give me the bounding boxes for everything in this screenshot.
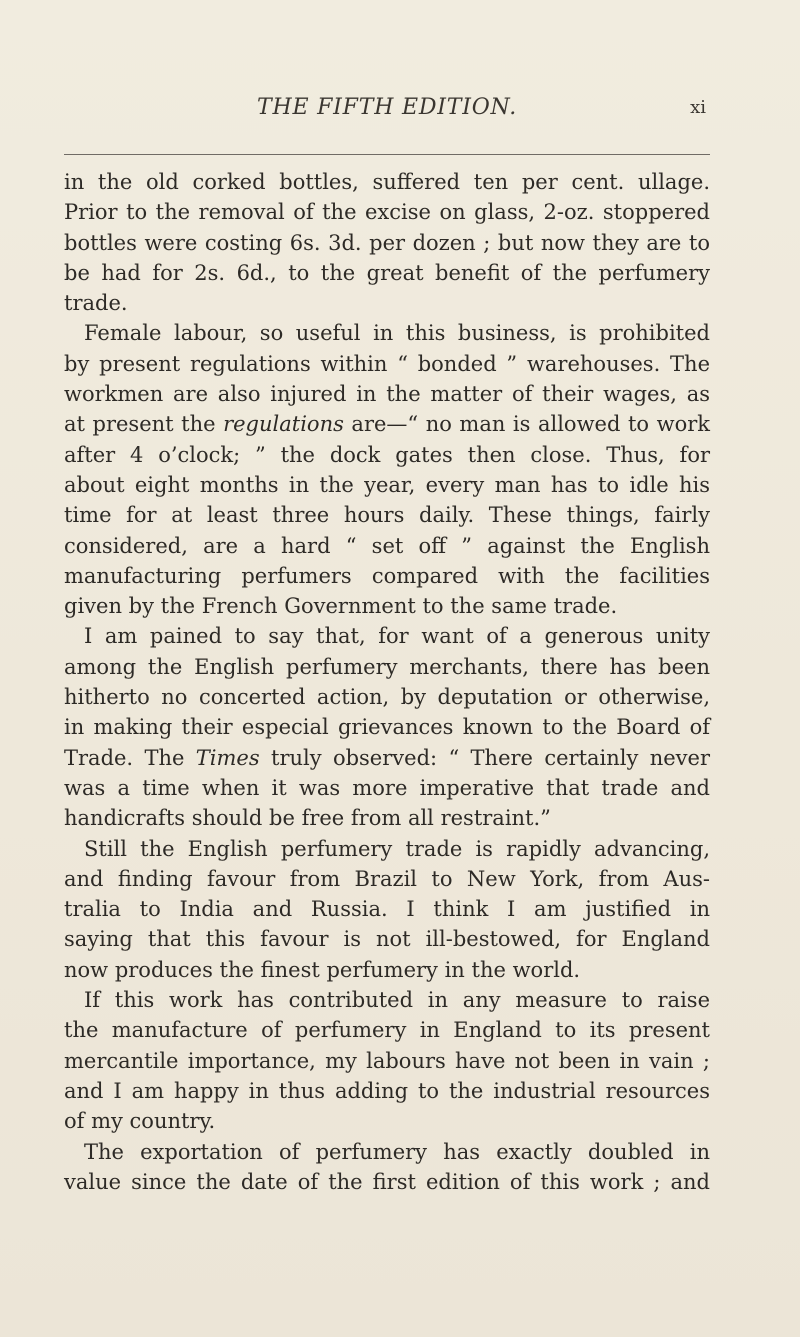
- text-line-19: in making their especial grievances known to the Board of: [64, 715, 710, 740]
- text-line-27: now produces the finest perfumery in the world.: [64, 957, 581, 982]
- text-line-26: saying that this favour is not ill-bestowed, for England: [64, 927, 710, 952]
- text-line-20-start: Trade. The: [64, 745, 196, 770]
- text-line-23: Still the English perfumery trade is rapidly advancing,: [84, 836, 710, 861]
- header-rule: [64, 154, 710, 155]
- text-line-3: bottles were costing 6s. 3d. per dozen ; but now they are to: [64, 230, 710, 255]
- text-line-30: mercantile importance, my labours have not been in vain ;: [64, 1048, 710, 1073]
- text-line-28: If this work has contributed in any measure to raise: [84, 988, 710, 1013]
- text-line-25: tralia to India and Russia. I think I am justified in: [64, 897, 710, 922]
- text-line-4: be had for 2s. 6d., to the great benefit of the perfumery: [64, 260, 710, 285]
- page-number: xi: [690, 97, 706, 118]
- text-line-22: handicrafts should be free from all restraint.”: [64, 806, 551, 831]
- text-line-31: and I am happy in thus adding to the industrial resources: [64, 1078, 710, 1103]
- text-line-20: [64, 743, 710, 773]
- text-line-10: after 4 o’clock; ” the dock gates then close. Thus, for: [64, 442, 710, 467]
- text-line-13: considered, are a hard “ set off ” against the English: [64, 533, 710, 558]
- text-line-32: of my country.: [64, 1109, 216, 1134]
- text-line-9: [64, 409, 710, 439]
- text-line-34: value since the date of the first edition of this work ; and: [64, 1169, 710, 1194]
- text-line-20-tail: truly observed: “ There certainly never: [259, 745, 710, 770]
- text-line-5: trade.: [64, 291, 128, 316]
- italic-times: Times: [195, 745, 260, 770]
- text-line-14: manufacturing perfumers compared with the facilities: [64, 563, 710, 588]
- text-line-21: was a time when it was more imperative that trade and: [64, 775, 710, 800]
- text-line-7: by present regulations within “ bonded ” warehouses. The: [64, 351, 710, 376]
- text-line-9-tail: are—“ no man is allowed to work: [343, 412, 710, 437]
- text-line-15: given by the French Government to the same trade.: [64, 594, 618, 619]
- page-header: [64, 95, 710, 135]
- text-line-8: workmen are also injured in the matter of their wages, as: [64, 382, 710, 407]
- italic-regulations: regulations: [223, 412, 344, 437]
- text-line-17: among the English perfumery merchants, there has been: [64, 654, 710, 679]
- body-text: [64, 167, 710, 1197]
- text-line-29: the manufacture of perfumery in England to its present: [64, 1018, 710, 1043]
- text-line-18: hitherto no concerted action, by deputation or otherwise,: [64, 685, 710, 710]
- running-head: THE FIFTH EDITION.: [256, 95, 517, 120]
- text-line-11: about eight months in the year, every man has to idle his: [64, 472, 710, 497]
- text-line-12: time for at least three hours daily. These things, fairly: [64, 503, 710, 528]
- text-line-1: in the old corked bottles, suffered ten per cent. ullage.: [64, 170, 710, 194]
- text-line-2: Prior to the removal of the excise on glass, 2-oz. stoppered: [64, 200, 710, 225]
- text-line-24: and finding favour from Brazil to New York, from Aus-: [64, 866, 710, 891]
- text-line-16: I am pained to say that, for want of a generous unity: [84, 624, 710, 649]
- text-line-33: The exportation of perfumery has exactly doubled in: [84, 1139, 710, 1164]
- text-line-6: Female labour, so useful in this business, is prohibited: [84, 321, 710, 346]
- text-line-9-start: at present the: [64, 412, 224, 437]
